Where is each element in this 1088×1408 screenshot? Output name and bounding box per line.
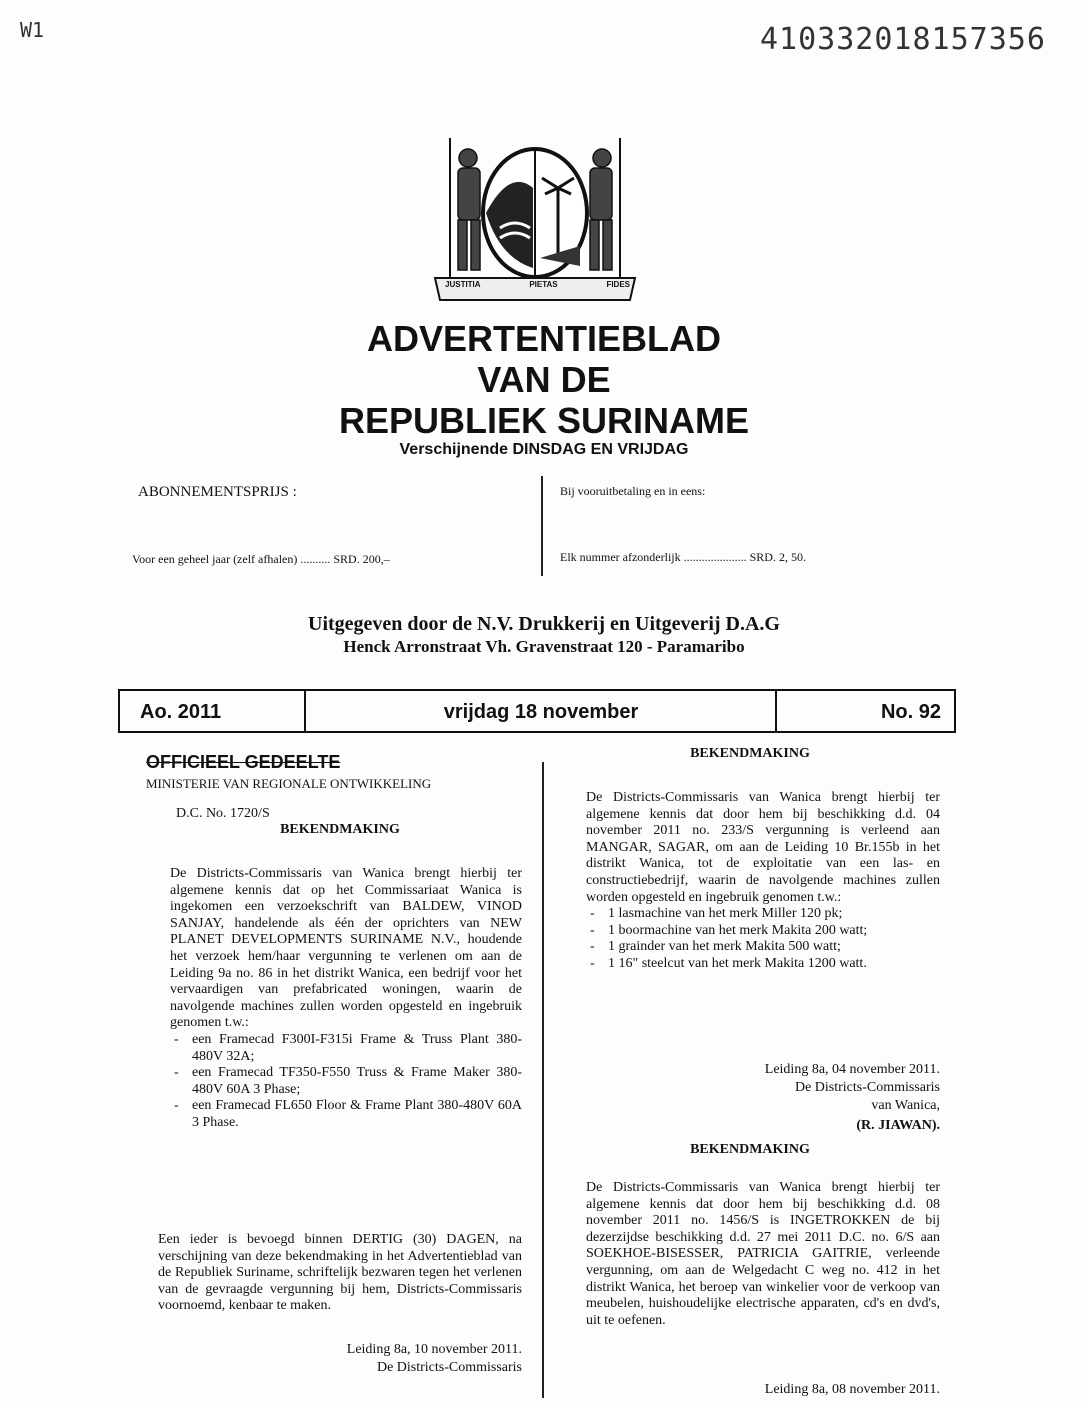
list-item: - een Framecad F300I-F315i Frame & Truss Plant 380-480V 32A;: [170, 1032, 522, 1065]
announcement-text: De Districts-Commissaris van Wanica brengt hierbij ter algemene kennis dat door hem bij beschikking d.d. 08 november 2011 no. 1456/S is INGETROKKEN de bij dezerzijdse beschikking d.d. 27 mei 2011 D.C. no. 6/S aan SOEKHOE-BISESSER, PATRICIA GAITRIE, verleende vergunning, om aan de Welgedacht C weg no. 412 in het distrikt Wanica, het beroep van winkelier voor de verkoop van meubelen, huishoudelijke electrische apparaten, cd's en dvd's, uit te oefenen.: [586, 1180, 940, 1328]
objection-notice: [158, 1232, 522, 1315]
subscription-single-price: Elk nummer afzonderlijk ..................... SRD. 2, 50.: [560, 550, 806, 564]
list-item: - 1 16" steelcut van het merk Makita 1200 watt.: [586, 956, 940, 973]
motto-word: JUSTITIA: [445, 280, 481, 289]
handwritten-reference-number: 410332018157356: [760, 22, 1046, 57]
subscription-prepayment: Bij vooruitbetaling en in eens:: [560, 484, 706, 498]
motto-word: PIETAS: [529, 280, 558, 289]
masthead-title-line1: ADVERTENTIEBLAD: [366, 318, 721, 359]
announcement-heading: BEKENDMAKING: [280, 822, 400, 837]
machine-list: [170, 1032, 522, 1132]
handwritten-mark-left: W1: [20, 18, 45, 42]
announcement-soekhoe-bisesser: [586, 1180, 940, 1329]
list-item: - 1 lasmachine van het merk Miller 120 pk;: [586, 906, 940, 923]
list-item: - 1 grainder van het merk Makita 500 watt;: [586, 939, 940, 956]
subscription-divider: [541, 476, 543, 576]
announcement-mangar: [586, 790, 940, 973]
announcement-signatory: De Districts-Commissaris: [794, 1080, 940, 1095]
announcement-place-date: Leiding 8a, 04 november 2011.: [764, 1062, 940, 1077]
issue-year: Ao. 2011: [140, 701, 222, 723]
section-official-part: OFFICIEEL GEDEELTE: [146, 752, 341, 772]
masthead-subtitle: Verschijnende DINSDAG EN VRIJDAG: [399, 441, 689, 458]
publisher-line2: Henck Arronstraat Vh. Gravenstraat 120 - Paramaribo: [343, 637, 745, 656]
announcement-place-date: Leiding 8a, 10 november 2011.: [346, 1342, 522, 1357]
machine-list: [586, 906, 940, 972]
motto-word: FIDES: [606, 280, 630, 289]
column-divider: [542, 762, 544, 1398]
masthead-title-line3: REPUBLIEK SURINAME: [338, 400, 750, 441]
issue-date: vrijdag 18 november: [443, 701, 639, 723]
announcement-text: De Districts-Commissaris van Wanica brengt hierbij ter algemene kennis dat door hem bij beschikking d.d. 04 november 2011 no. 233/S vergunning is verleend aan MANGAR, SAGAR, om aan de Leiding 10 Br.155b in het distrikt Wanica, tot de exploitatie van een las- en constructiebedrijf, waarin de navolgende machines zullen worden opgesteld en ingebruik genomen t.w.:: [586, 790, 940, 905]
coat-of-arms-motto: [445, 280, 630, 289]
subscription-label: ABONNEMENTSPRIJS :: [138, 484, 297, 500]
announcement-place-date: Leiding 8a, 08 november 2011.: [764, 1382, 940, 1397]
announcement-baldew: [170, 866, 522, 1132]
announcement-signatory: De Districts-Commissaris: [376, 1360, 522, 1375]
ministry-name: MINISTERIE VAN REGIONALE ONTWIKKELING: [146, 776, 432, 791]
objection-text: Een ieder is bevoegd binnen DERTIG (30) DAGEN, na verschijning van deze bekendmaking in het Advertentieblad van de Republiek Suriname, schriftelijk bezwaren tegen het verlenen van de gevraagde vergunning bij hem, Districts-Commissaris voornoemd, kenbaar te maken.: [158, 1232, 522, 1314]
dc-number: D.C. No. 1720/S: [176, 806, 270, 821]
list-item: - een Framecad FL650 Floor & Frame Plant 380-480V 60A 3 Phase.: [170, 1098, 522, 1131]
publisher-line1: Uitgegeven door de N.V. Drukkerij en Uitgeverij D.A.G: [308, 613, 780, 635]
announcement-heading-soekhoe: BEKENDMAKING: [690, 1142, 810, 1157]
announcement-intro: De Districts-Commissaris van Wanica brengt hierbij ter algemene kennis dat op het Commissariaat Wanica is ingekomen een verzoekschrift van BALDEW, VINOD SANJAY, handelende als één der oprichters van NEW PLANET DEVELOPMENTS SURINAME N.V., houdende het verzoek hem/haar vergunning te verlenen om aan de Leiding 9a no. 86 in het distrikt Wanica, een bedrijf voor het vervaardigen van prefabricated woningen, waarin de navolgende machines zullen worden opgesteld en ingebruik genomen t.w.:: [170, 866, 522, 1031]
announcement-heading-mangar: BEKENDMAKING: [690, 746, 810, 761]
list-item: - een Framecad TF350-F550 Truss & Frame Maker 380-480V 60A 3 Phase;: [170, 1065, 522, 1098]
issue-number: No. 92: [880, 701, 941, 723]
subscription-yearly-price: Voor een geheel jaar (zelf afhalen) .......... SRD. 200,–: [132, 552, 390, 566]
announcement-signatory-name: (R. JIAWAN).: [856, 1118, 940, 1133]
announcement-signatory-district: van Wanica,: [871, 1098, 940, 1113]
issue-info-bar: [118, 689, 956, 733]
masthead-title-line2: VAN DE: [477, 359, 611, 400]
list-item: - 1 boormachine van het merk Makita 200 watt;: [586, 923, 940, 940]
